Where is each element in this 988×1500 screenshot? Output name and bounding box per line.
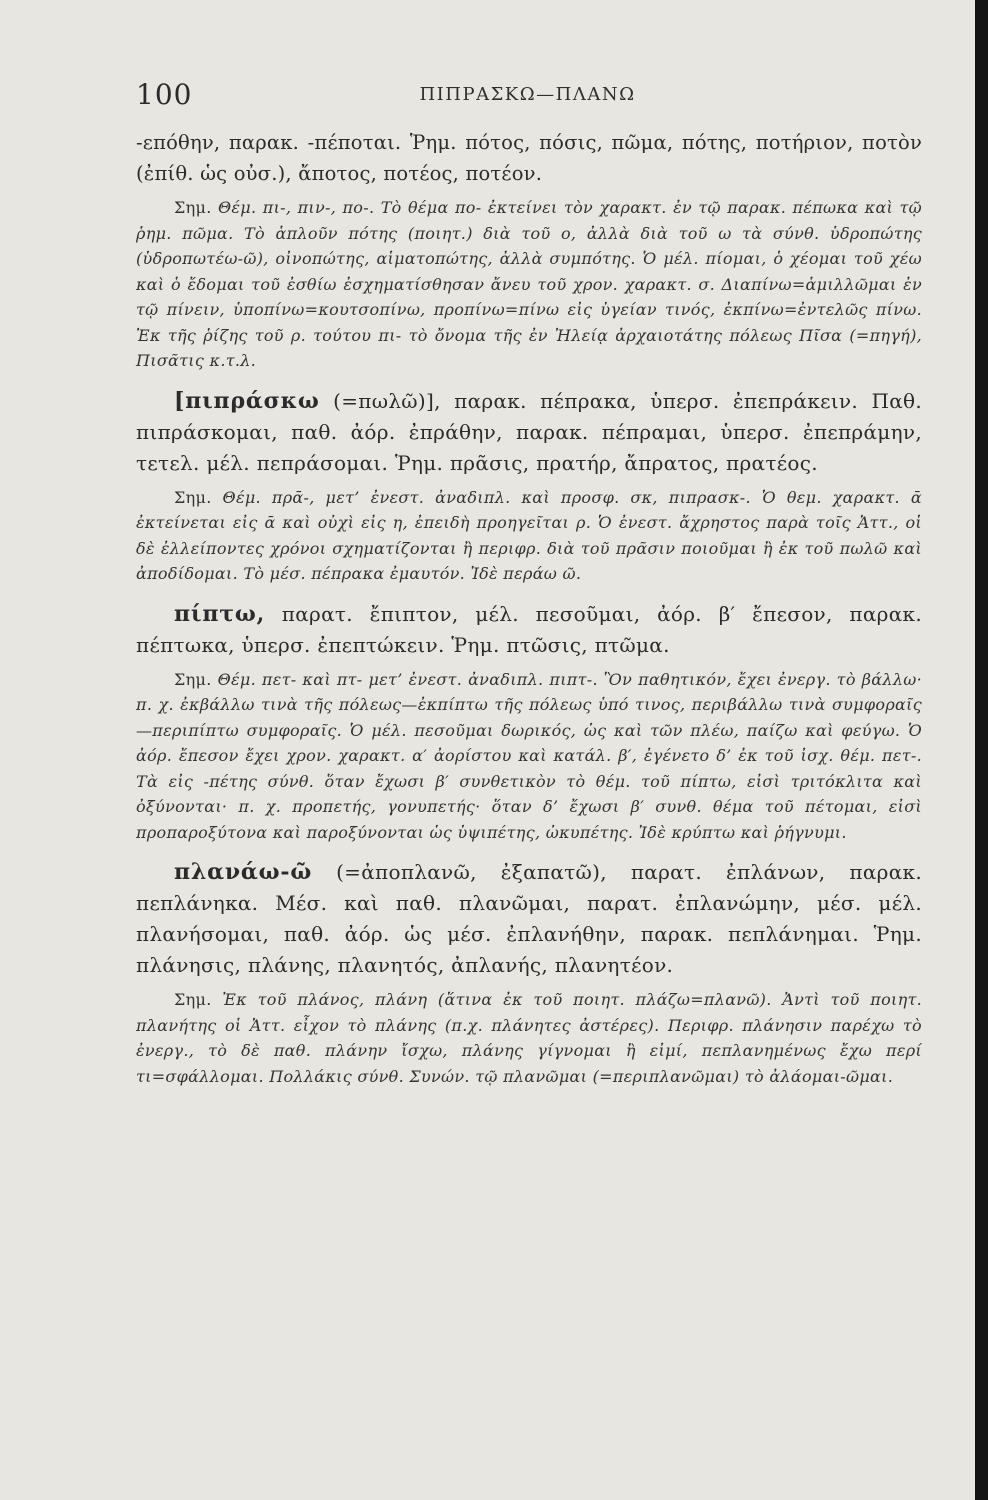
page-number: 100 (136, 78, 193, 111)
note-label: Σημ. (174, 198, 212, 217)
entry-headword: πλανάω-ῶ (174, 859, 313, 885)
scan-margin (975, 0, 988, 1500)
note-text: Θέμ. πετ- καὶ πτ- μετ’ ἐνεστ. ἀναδιπλ. πιπτ-. Ὃν παθητικόν, ἔχει ἐνεργ. τὸ βάλλω· π. χ. ἐκβάλλω τινὰ τῆς πόλεως—ἐκπίπτω τῆς πόλεως ὑπό τινος, περιβάλλω τινὰ συμφοραῖς—περιπίπτω συμφοραῖς. Ὁ μέλ. πεσοῦμαι δωρικός, ὡς καὶ τῶν πλέω, παίζω καὶ φεύγω. Ὁ ἀόρ. ἔπεσον ἔχει χρον. χαρακτ. α′ ἀορίστου καὶ κατάλ. β′, ἐγένετο δ’ ἐκ τοῦ ἰσχ. θέμ. πετ-. Τὰ εἰς -πέτης σύνθ. ὅταν ἔχωσι β′ συνθετικὸν τὸ θέμ. τοῦ πίπτω, εἰσὶ τριτόκλιτα καὶ ὀξύνονται· π. χ. προπετής, γονυπετής· ὅταν δ’ ἔχωσι β′ συνθ. θέμα τοῦ πέτομαι, εἰσὶ προπαροξύτονα καὶ παροξύνονται ὡς ὑψιπέτης, ὠκυπέτης. Ἰδὲ κρύπτω καὶ ῥήγνυμι. (136, 669, 922, 842)
entry-text: παρατ. ἔπιπτον, μέλ. πεσοῦμαι, ἀόρ. β′ ἔπεσον, παρακ. πέπτωκα, ὑπερσ. ἐπεπτώκειν. Ῥημ. πτῶσις, πτῶμα. (136, 601, 922, 657)
entry-text: (=ἀποπλανῶ, ἐξαπατῶ), παρατ. ἐπλάνων, παρακ. πεπλάνηκα. Μέσ. καὶ παθ. πλανῶμαι, παρατ. ἐπλανώμην, μέσ. μέλ. πλανήσομαι, παθ. ἀόρ. ὡς μέσ. ἐπλανήθην, παρακ. πεπλάνημαι. Ῥημ. πλάνησις, πλάνης, πλανητός, ἀπλανής, πλανητέον. (136, 860, 922, 977)
note-label: Σημ. (174, 669, 212, 689)
note-label: Σημ. (174, 990, 212, 1009)
note-text: Θέμ. πρᾱ-, μετ’ ἐνεστ. ἀναδιπλ. καὶ προσφ. σκ, πιπρασκ-. Ὁ θεμ. χαρακτ. ᾱ ἐκτείνεται εἰς ᾱ καὶ οὐχὶ εἰς η, ἐπειδὴ προηγεῖται ρ. Ὁ ἐνεστ. ἄχρηστος παρὰ τοῖς Ἀττ., οἱ δὲ ἐλλείποντες χρόνοι σχηματίζονται ἢ περιφρ. διὰ τοῦ πρᾶσιν ποιοῦμαι ἢ ἐκ τοῦ πωλῶ καὶ ἀποδίδομαι. Τὸ μέσ. πέπρακα ἐμαυτόν. Ἰδὲ περάω ῶ. (136, 487, 922, 583)
note-label: Σημ. (174, 487, 212, 507)
dictionary-entry (136, 599, 922, 661)
note-text: Ἐκ τοῦ πλάνος, πλάνη (ἅτινα ἐκ τοῦ ποιητ. πλάζω=πλανῶ). Ἀντὶ τοῦ ποιητ. πλανήτης οἱ Ἀττ. εἶχον τὸ πλάνης (π.χ. πλάνητες ἀστέρες). Περιφρ. πλάνησιν παρέχω τὸ ἐνεργ., τὸ δὲ παθ. πλάνην ἴσχω, πλάνης γίγνομαι ἢ εἰμί, πεπλανημένως ἔχω περί τι=σφάλλομαι. Πολλάκις σύνθ. Συνών. τῷ πλανῶμαι (=περιπλανῶμαι) τὸ ἀλάομαι-ῶμαι. (136, 990, 922, 1086)
note-paragraph (136, 485, 922, 587)
note-paragraph (136, 987, 922, 1089)
page-content (136, 128, 922, 1089)
entry-headword: πίπτω, (174, 600, 266, 627)
running-head: ΠΙΠΡΑΣΚΩ—ΠΛΑΝΩ (419, 84, 636, 105)
entry-text: (=πωλῶ)], παρακ. πέπρακα, ὑπερσ. ἐπεπράκειν. Παθ. πιπράσκομαι, παθ. ἀόρ. ἐπράθην, παρακ. πέπραμαι, ὑπερσ. ἐπεπράμην, τετελ. μέλ. πεπράσομαι. Ῥημ. πρᾶσις, πρατήρ, ἄπρατος, πρατέος. (136, 388, 922, 475)
dictionary-entry (136, 857, 922, 981)
note-paragraph (136, 195, 922, 374)
entry-headword: [πιπράσκω (174, 387, 320, 414)
page-header (136, 78, 919, 114)
entry-continuation: -επόθην, παρακ. -πέποται. Ῥημ. πότος, πόσις, πῶμα, πότης, ποτήριον, ποτὸν (ἐπίθ. ὡς οὐσ.), ἄποτος, ποτέος, ποτέον. (136, 131, 922, 185)
note-text: Θέμ. πι-, πιν-, πο-. Τὸ θέμα πο- ἐκτείνει τὸν χαρακτ. ἐν τῷ παρακ. πέπωκα καὶ τῷ ῥημ. πῶμα. Τὸ ἁπλοῦν πότης (ποιητ.) διὰ τοῦ ο, ἀλλὰ διὰ τοῦ ω τὰ σύνθ. ὑδροπώτης (ὑδροπωτέω-ῶ), οἰνοπώτης, αἱματοπώτης, ἀλλὰ συμπότης. Ὁ μέλ. πίομαι, ὁ χέομαι τοῦ χέω καὶ ὁ ἔδομαι τοῦ ἐσθίω ἐσχηματίσθησαν ἄνευ τοῦ χρον. χαρακτ. σ. Διαπίνω=ἁμιλλῶμαι ἐν τῷ πίνειν, ὑποπίνω=κουτσοπίνω, προπίνω=πίνω εἰς ὑγείαν τινός, ἐκπίνω=ἐντελῶς πίνω. Ἐκ τῆς ῥίζης τοῦ ρ. τούτου πι- τὸ ὄνομα τῆς ἐν Ἠλείᾳ ἀρχαιοτάτης πόλεως Πῖσα (=πηγή), Πισᾶτις κ.τ.λ. (136, 198, 923, 370)
dictionary-entry (136, 386, 922, 479)
note-paragraph (136, 667, 922, 846)
